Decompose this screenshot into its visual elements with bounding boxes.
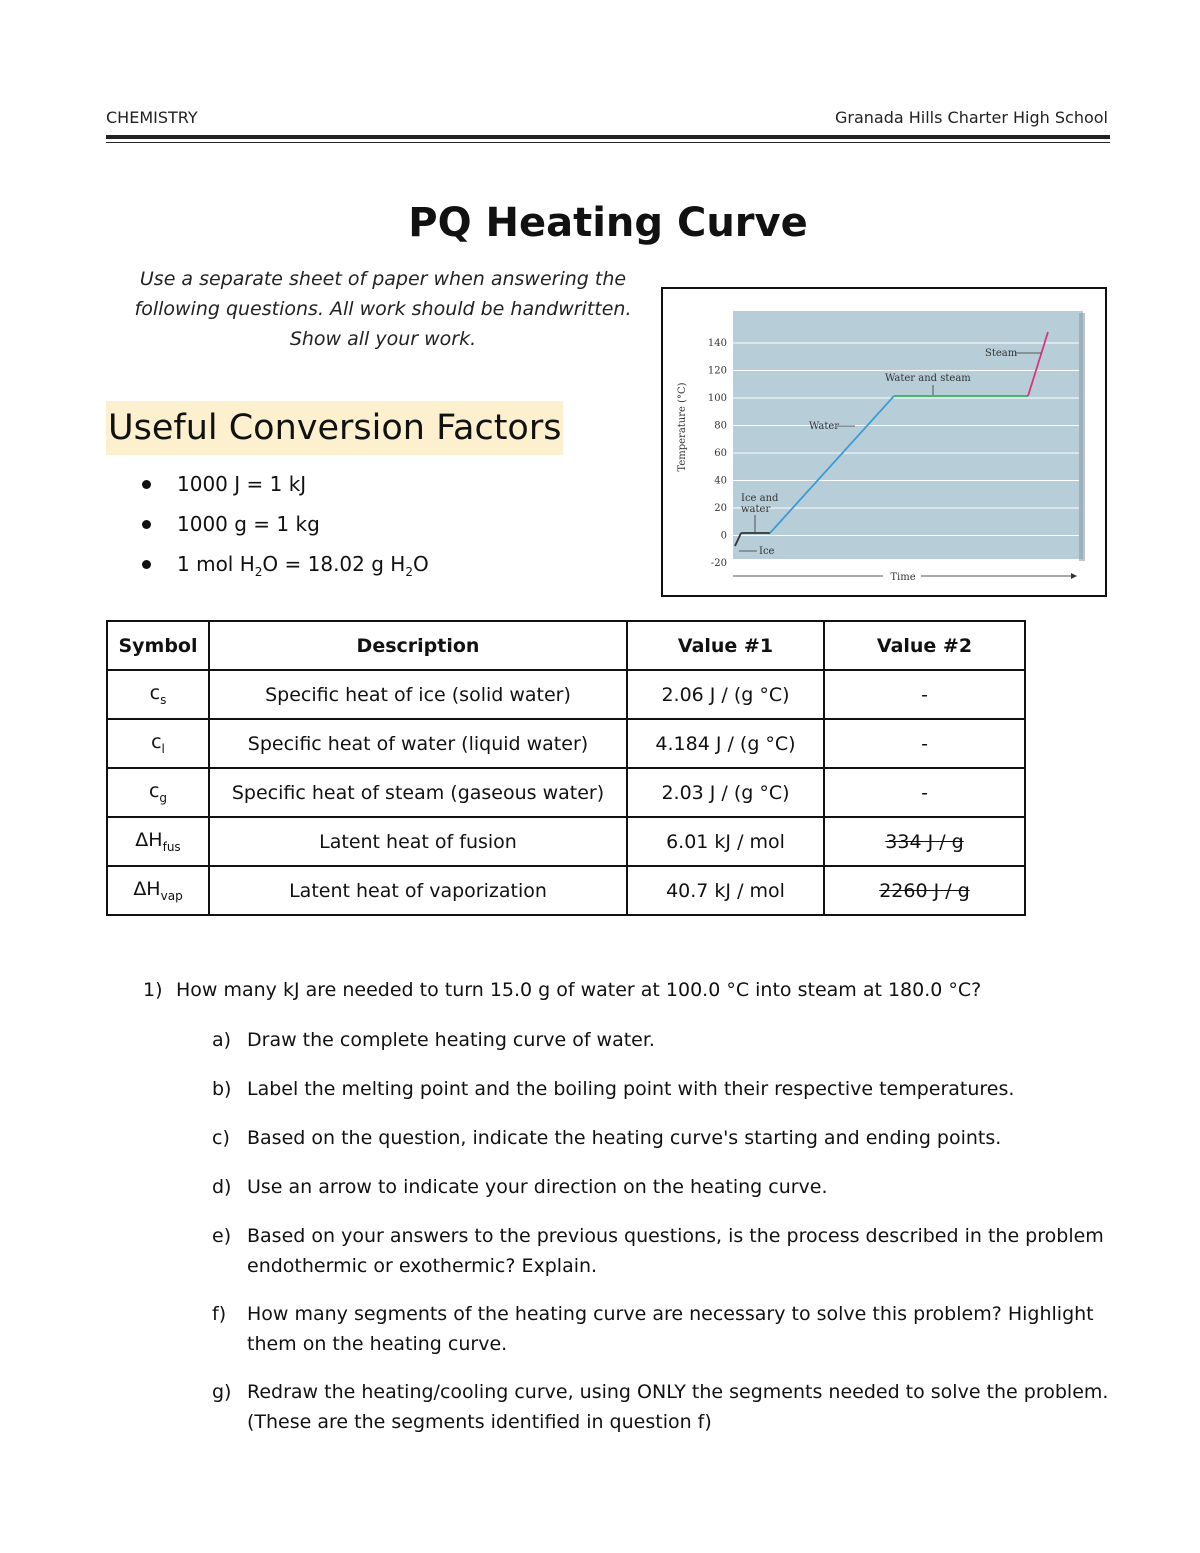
part-text: Based on the question, indicate the heating curve's starting and ending points. [247,1127,1002,1149]
cell-value-1: 6.01 kJ / mol [627,817,824,866]
label-water-steam: Water and steam [885,373,971,384]
label-water: Water [809,421,840,432]
x-axis-arrow-icon [1071,573,1077,579]
cell-value-2-struck: 2260 J / g [824,866,1025,915]
y-tick-label: 40 [714,475,727,487]
part-label: g) [212,1381,232,1403]
question-number: 1) [143,979,163,1001]
cell-value-1: 40.7 kJ / mol [627,866,824,915]
cell-description: Specific heat of water (liquid water) [209,719,627,768]
header-subject: CHEMISTRY [106,108,198,127]
cell-value-1: 2.06 J / (g °C) [627,670,824,719]
label-ice-water-2: water [741,504,771,515]
cell-description: Specific heat of steam (gaseous water) [209,768,627,817]
table-row [107,866,1025,915]
part-text: Based on your answers to the previous questions, is the process described in the problem endothermic or exothermic? Explain. [247,1225,1104,1277]
part-label: a) [212,1029,232,1051]
y-axis-label: Temperature (°C) [677,382,688,472]
cell-symbol: $c_l$ [107,719,209,768]
part-text: Use an arrow to indicate your direction on the heating curve. [247,1176,828,1198]
part-text: Label the melting point and the boiling point with their respective temperatures. [247,1078,1015,1100]
table-row [107,670,1025,719]
table-header-row [107,621,1025,670]
header-school: Granada Hills Charter High School [834,108,1108,127]
y-tick-label: 100 [707,393,727,404]
y-tick-label: 20 [714,503,727,514]
conversion-heading: Useful Conversion Factors [106,401,563,455]
heating-curve-graph [663,289,1105,595]
instructions-line-1: Use a separate sheet of paper when answering the [139,268,627,290]
y-tick-label: 140 [707,338,727,349]
y-tick-label: -20 [710,558,727,569]
table-row [107,768,1025,817]
y-tick-label: 0 [720,530,727,542]
cell-value-2: - [824,719,1025,768]
cell-value-2: - [824,768,1025,817]
part-text: Draw the complete heating curve of water. [247,1029,655,1051]
part-label: d) [212,1176,232,1198]
cell-symbol: $\Delta H_{fus}$ [107,817,209,866]
y-tick-label: 80 [714,420,727,432]
conversion-list [142,464,429,592]
header-description: Description [209,621,627,670]
part-label: f) [212,1303,227,1325]
constants-table [106,620,1026,916]
table-row [107,719,1025,768]
cell-description: Specific heat of ice (solid water) [209,670,627,719]
conversion-item: 1000 g = 1 kg [142,504,429,544]
graph-background [733,311,1083,559]
label-ice: Ice [759,546,775,557]
header-rule-thick [106,135,1110,139]
header-value-1: Value #1 [627,621,824,670]
heating-curve-figure [661,287,1107,597]
cell-description: Latent heat of vaporization [209,866,627,915]
label-ice-water-1: Ice and [741,493,779,504]
part-label: e) [212,1225,232,1247]
cell-description: Latent heat of fusion [209,817,627,866]
part-text: Redraw the heating/cooling curve, using ONLY the segments needed to solve the problem. (These are the segments identified in question f) [247,1381,1109,1433]
y-tick-label: 120 [707,365,727,377]
cell-value-2-struck: 334 J / g [824,817,1025,866]
question-text: How many kJ are needed to turn 15.0 g of water at 100.0 °C into steam at 180.0 °C? [176,979,982,1001]
part-text: How many segments of the heating curve are necessary to solve this problem? Highlight them on the heating curve. [247,1303,1094,1355]
cell-symbol: $c_s$ [107,670,209,719]
instructions [106,264,660,354]
conversion-item: 1000 J = 1 kJ [142,464,429,504]
table-row [107,817,1025,866]
cell-value-1: 2.03 J / (g °C) [627,768,824,817]
header-value-2: Value #2 [824,621,1025,670]
y-tick-labels [708,338,727,569]
cell-value-2: - [824,670,1025,719]
cell-symbol: $c_g$ [107,768,209,817]
y-tick-label: 60 [714,448,727,459]
x-axis-label: Time [890,572,916,583]
part-label: c) [212,1127,230,1149]
part-label: b) [212,1078,232,1100]
label-steam: Steam [985,348,1018,359]
header-symbol: Symbol [107,621,209,670]
instructions-line-3: Show all your work. [289,328,477,350]
conversion-item-mol: 1 mol $H_2O = 18.02$ g $H_2O$ [142,544,429,592]
header-rule-thin [106,142,1110,143]
cell-symbol: $\Delta H_{vap}$ [107,866,209,915]
page-title: PQ Heating Curve [408,200,808,246]
instructions-line-2: following questions. All work should be handwritten. [134,298,632,320]
cell-value-1: 4.184 J / (g °C) [627,719,824,768]
